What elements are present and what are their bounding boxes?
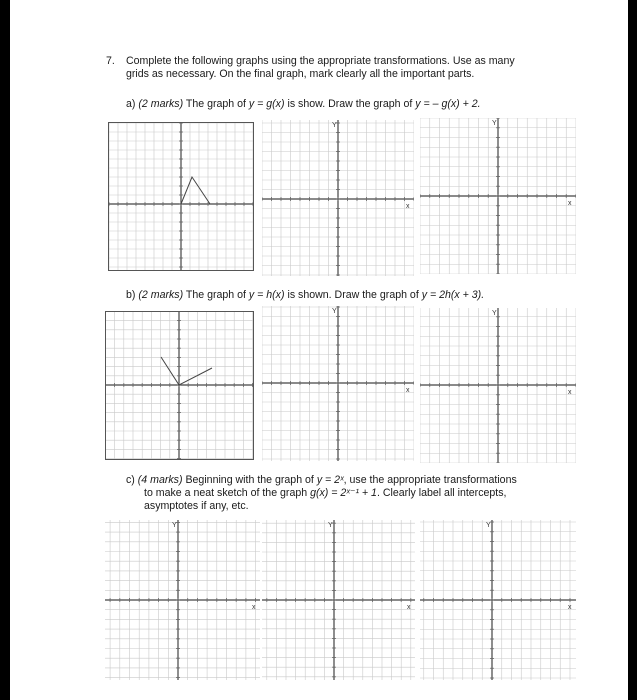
part-b-label: b) — [126, 289, 136, 301]
part-c-prompt-line1 — [126, 474, 517, 487]
part-a-fn-given: y = g(x) — [248, 98, 285, 110]
part-c-blank-grid-1[interactable] — [105, 520, 260, 680]
y-axis-label: Y — [332, 122, 337, 129]
x-axis-label: x — [568, 389, 572, 396]
y-axis-label: Y — [172, 522, 177, 529]
part-b-text-1: The graph of — [185, 289, 249, 301]
y-axis-label: Y — [492, 310, 497, 317]
question-instructions-line2: grids as necessary. On the final graph, mark clearly all the important parts. — [126, 68, 475, 80]
y-axis-label: Y — [328, 522, 333, 529]
part-a-label: a) — [126, 98, 136, 110]
x-axis-label: x — [568, 604, 572, 611]
y-axis-label: Y — [332, 308, 337, 315]
part-a-text-1: The graph of — [185, 98, 249, 110]
part-c-line2-fn: g(x) = 2ˣ⁻¹ + 1 — [310, 487, 377, 499]
x-axis-label: x — [407, 604, 411, 611]
x-axis-label: x — [406, 387, 410, 394]
part-c-label: c) — [126, 474, 135, 486]
part-a-blank-grid-2[interactable] — [420, 118, 576, 274]
y-axis-label: Y — [492, 120, 497, 127]
part-c-line1-fn: y = 2ˣ — [316, 474, 344, 486]
part-b-fn-given: y = h(x) — [248, 289, 285, 301]
part-a-fn-target: y = – g(x) + 2. — [415, 98, 481, 110]
part-a-blank-grid-1[interactable] — [262, 120, 414, 276]
part-c-line2-b: . Clearly label all intercepts, — [376, 487, 507, 499]
g-of-x-curve — [181, 177, 210, 204]
part-c-line2-a: to make a neat sketch of the graph — [144, 487, 311, 499]
part-a-given-graph-svg — [109, 123, 253, 270]
part-c-prompt-line3: asymptotes if any, etc. — [144, 500, 249, 512]
part-a-prompt — [126, 98, 481, 111]
part-b-blank-grid-1[interactable] — [262, 306, 414, 461]
x-axis-label: x — [568, 200, 572, 207]
left-border — [0, 0, 10, 700]
part-b-text-2: is shown. Draw the graph of — [284, 289, 422, 301]
right-border — [628, 0, 637, 700]
part-b-prompt — [126, 289, 484, 302]
part-a-marks: (2 marks) — [138, 98, 184, 110]
question-number: 7. — [106, 55, 115, 67]
part-c-blank-grid-2[interactable] — [262, 520, 415, 680]
part-c-prompt-line2 — [144, 487, 506, 500]
y-axis-label: Y — [486, 522, 491, 529]
h-of-x-curve — [161, 357, 212, 385]
part-c-line1-b: , use the appropriate transformations — [343, 474, 517, 486]
part-a-given-graph — [108, 122, 254, 271]
part-c-blank-grid-3[interactable] — [420, 520, 576, 680]
x-axis-label: x — [406, 203, 410, 210]
x-axis-label: x — [252, 604, 256, 611]
part-c-marks: (4 marks) — [137, 474, 183, 486]
part-b-fn-target: y = 2h(x + 3). — [421, 289, 485, 301]
part-b-marks: (2 marks) — [138, 289, 184, 301]
part-c-line1-a: Beginning with the graph of — [185, 474, 317, 486]
part-b-given-graph — [105, 311, 254, 460]
part-b-blank-grid-2[interactable] — [420, 308, 576, 463]
question-instructions-line1: Complete the following graphs using the appropriate transformations. Use as many — [126, 55, 515, 67]
part-a-text-2: is show. Draw the graph of — [284, 98, 416, 110]
part-b-given-graph-svg — [106, 312, 253, 459]
